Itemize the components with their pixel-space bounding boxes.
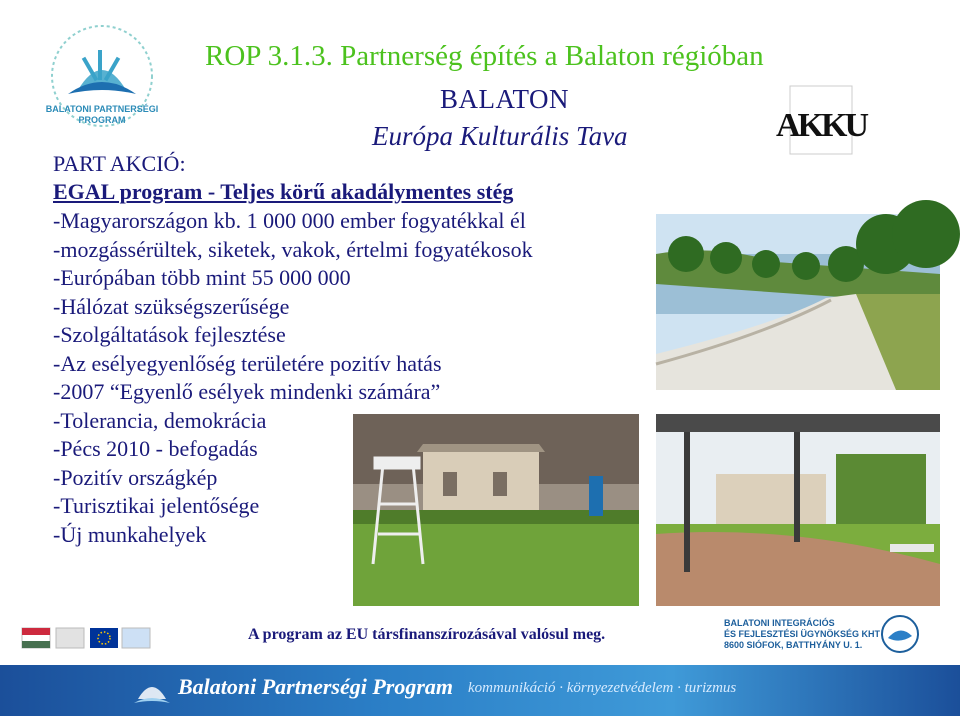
list-item: -Európában több mint 55 000 000 (53, 265, 351, 290)
agency-name-line2: ÉS FEJLESZTÉSI ÜGYNÖKSÉG KHT (724, 629, 881, 639)
eu-cofinancing-note: A program az EU társfinanszírozásával valósul meg. (248, 626, 606, 643)
part-action-label: PART AKCIÓ: (53, 151, 186, 176)
footer-banner-logo-icon (132, 669, 172, 711)
list-item: -Hálózat szükségszerűsége (53, 293, 290, 319)
logo-left-text-2: PROGRAM (78, 115, 126, 125)
eu-flags-icon (22, 622, 152, 662)
beach-pavilion-photo-icon (656, 414, 940, 606)
list-item: -Turisztikai jelentősége (53, 493, 260, 518)
akku-logo-icon (776, 86, 866, 154)
list-item: -mozgássérültek, siketek, vakok, értelmi fogyatékosok (53, 236, 533, 262)
list-item: -Tolerancia, demokrácia (53, 407, 267, 433)
lakeshore-promenade-photo-icon (656, 214, 940, 390)
list-item: -Új munkahelyek (53, 521, 207, 547)
egal-program-heading: EGAL program - Teljes körű akadálymentes stég (53, 179, 514, 204)
balaton-partnership-logo-icon (28, 20, 176, 140)
list-item: -Pécs 2010 - befogadás (53, 436, 258, 461)
list-item: -Szolgáltatások fejlesztése (53, 322, 286, 347)
list-item: -2007 “Egyenlő esélyek mindenki számára” (53, 379, 441, 404)
akku-logo-text: AKKU (776, 107, 866, 144)
list-item: -Pozitív országkép (53, 464, 218, 490)
agency-info (724, 618, 884, 651)
list-item: -Az esélyegyenlőség területére pozitív hatás (53, 350, 442, 376)
footer-banner-title: Balatoni Partnerségi Program (178, 674, 454, 699)
logo-left-text-1: BALATONI PARTNERSÉGI (45, 104, 159, 114)
subtitle-balaton: BALATON (440, 84, 570, 114)
agency-name-line1: BALATONI INTEGRÁCIÓS (724, 618, 835, 628)
subtitle-european-lake: Európa Kulturális Tava (372, 121, 628, 151)
beach-lifeguard-tower-photo-icon (353, 414, 639, 606)
list-item: -Magyarországon kb. 1 000 000 ember fogyatékkal él (53, 208, 526, 233)
agency-logo-icon (880, 614, 920, 654)
agency-address: 8600 SIÓFOK, BATTHYÁNY U. 1. (724, 640, 863, 650)
footer-banner-tagline: kommunikáció · környezetvédelem · turizmus (468, 680, 737, 696)
page-title: ROP 3.1.3. Partnerség építés a Balaton régióban (205, 40, 764, 72)
